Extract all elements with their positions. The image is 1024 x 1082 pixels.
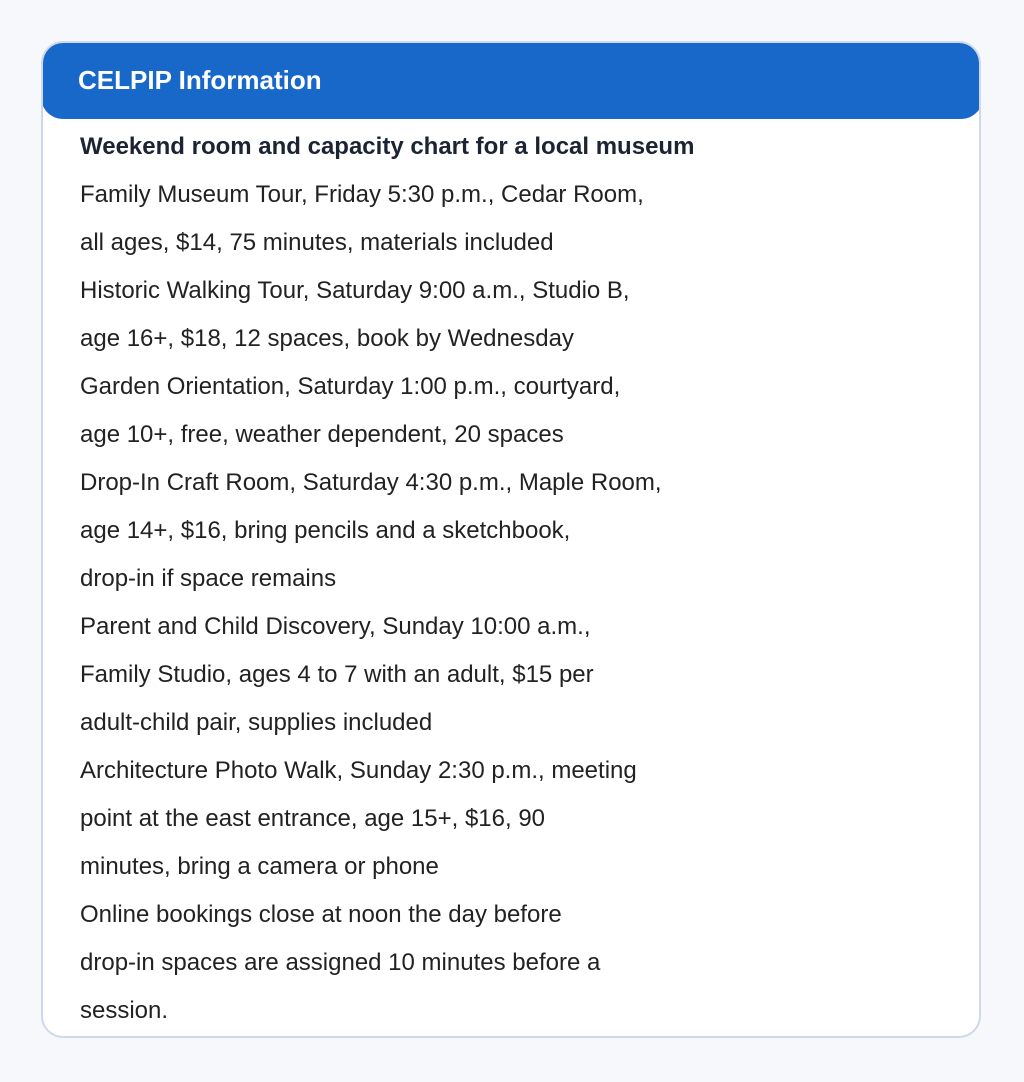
text-line: drop-in spaces are assigned 10 minutes before a	[80, 949, 601, 976]
text-line: age 14+, $16, bring pencils and a sketchbook,	[80, 517, 571, 544]
text-line: age 10+, free, weather dependent, 20 spaces	[80, 421, 564, 448]
text-line: minutes, bring a camera or phone	[80, 853, 439, 880]
card-body	[80, 123, 940, 1035]
text-line: Architecture Photo Walk, Sunday 2:30 p.m., meeting	[80, 757, 637, 784]
text-line: point at the east entrance, age 15+, $16, 90	[80, 805, 546, 832]
info-card	[41, 41, 981, 1038]
card-header	[41, 41, 981, 119]
text-line: Family Museum Tour, Friday 5:30 p.m., Cedar Room,	[80, 181, 644, 208]
card-title: CELPIP Information	[78, 65, 322, 95]
text-line: Parent and Child Discovery, Sunday 10:00 a.m.,	[80, 613, 591, 640]
text-line: adult-child pair, supplies included	[80, 709, 433, 736]
text-line: Drop-In Craft Room, Saturday 4:30 p.m., Maple Room,	[80, 469, 662, 496]
text-line: drop-in if space remains	[80, 565, 337, 592]
text-line: Online bookings close at noon the day before	[80, 901, 562, 928]
text-line: all ages, $14, 75 minutes, materials included	[80, 229, 554, 256]
text-line: session.	[80, 997, 169, 1024]
text-line: age 16+, $18, 12 spaces, book by Wednesday	[80, 325, 574, 352]
text-line: Historic Walking Tour, Saturday 9:00 a.m., Studio B,	[80, 277, 630, 304]
text-line: Garden Orientation, Saturday 1:00 p.m., courtyard,	[80, 373, 621, 400]
content-heading: Weekend room and capacity chart for a local museum	[80, 133, 695, 160]
text-line: Family Studio, ages 4 to 7 with an adult, $15 per	[80, 661, 594, 688]
